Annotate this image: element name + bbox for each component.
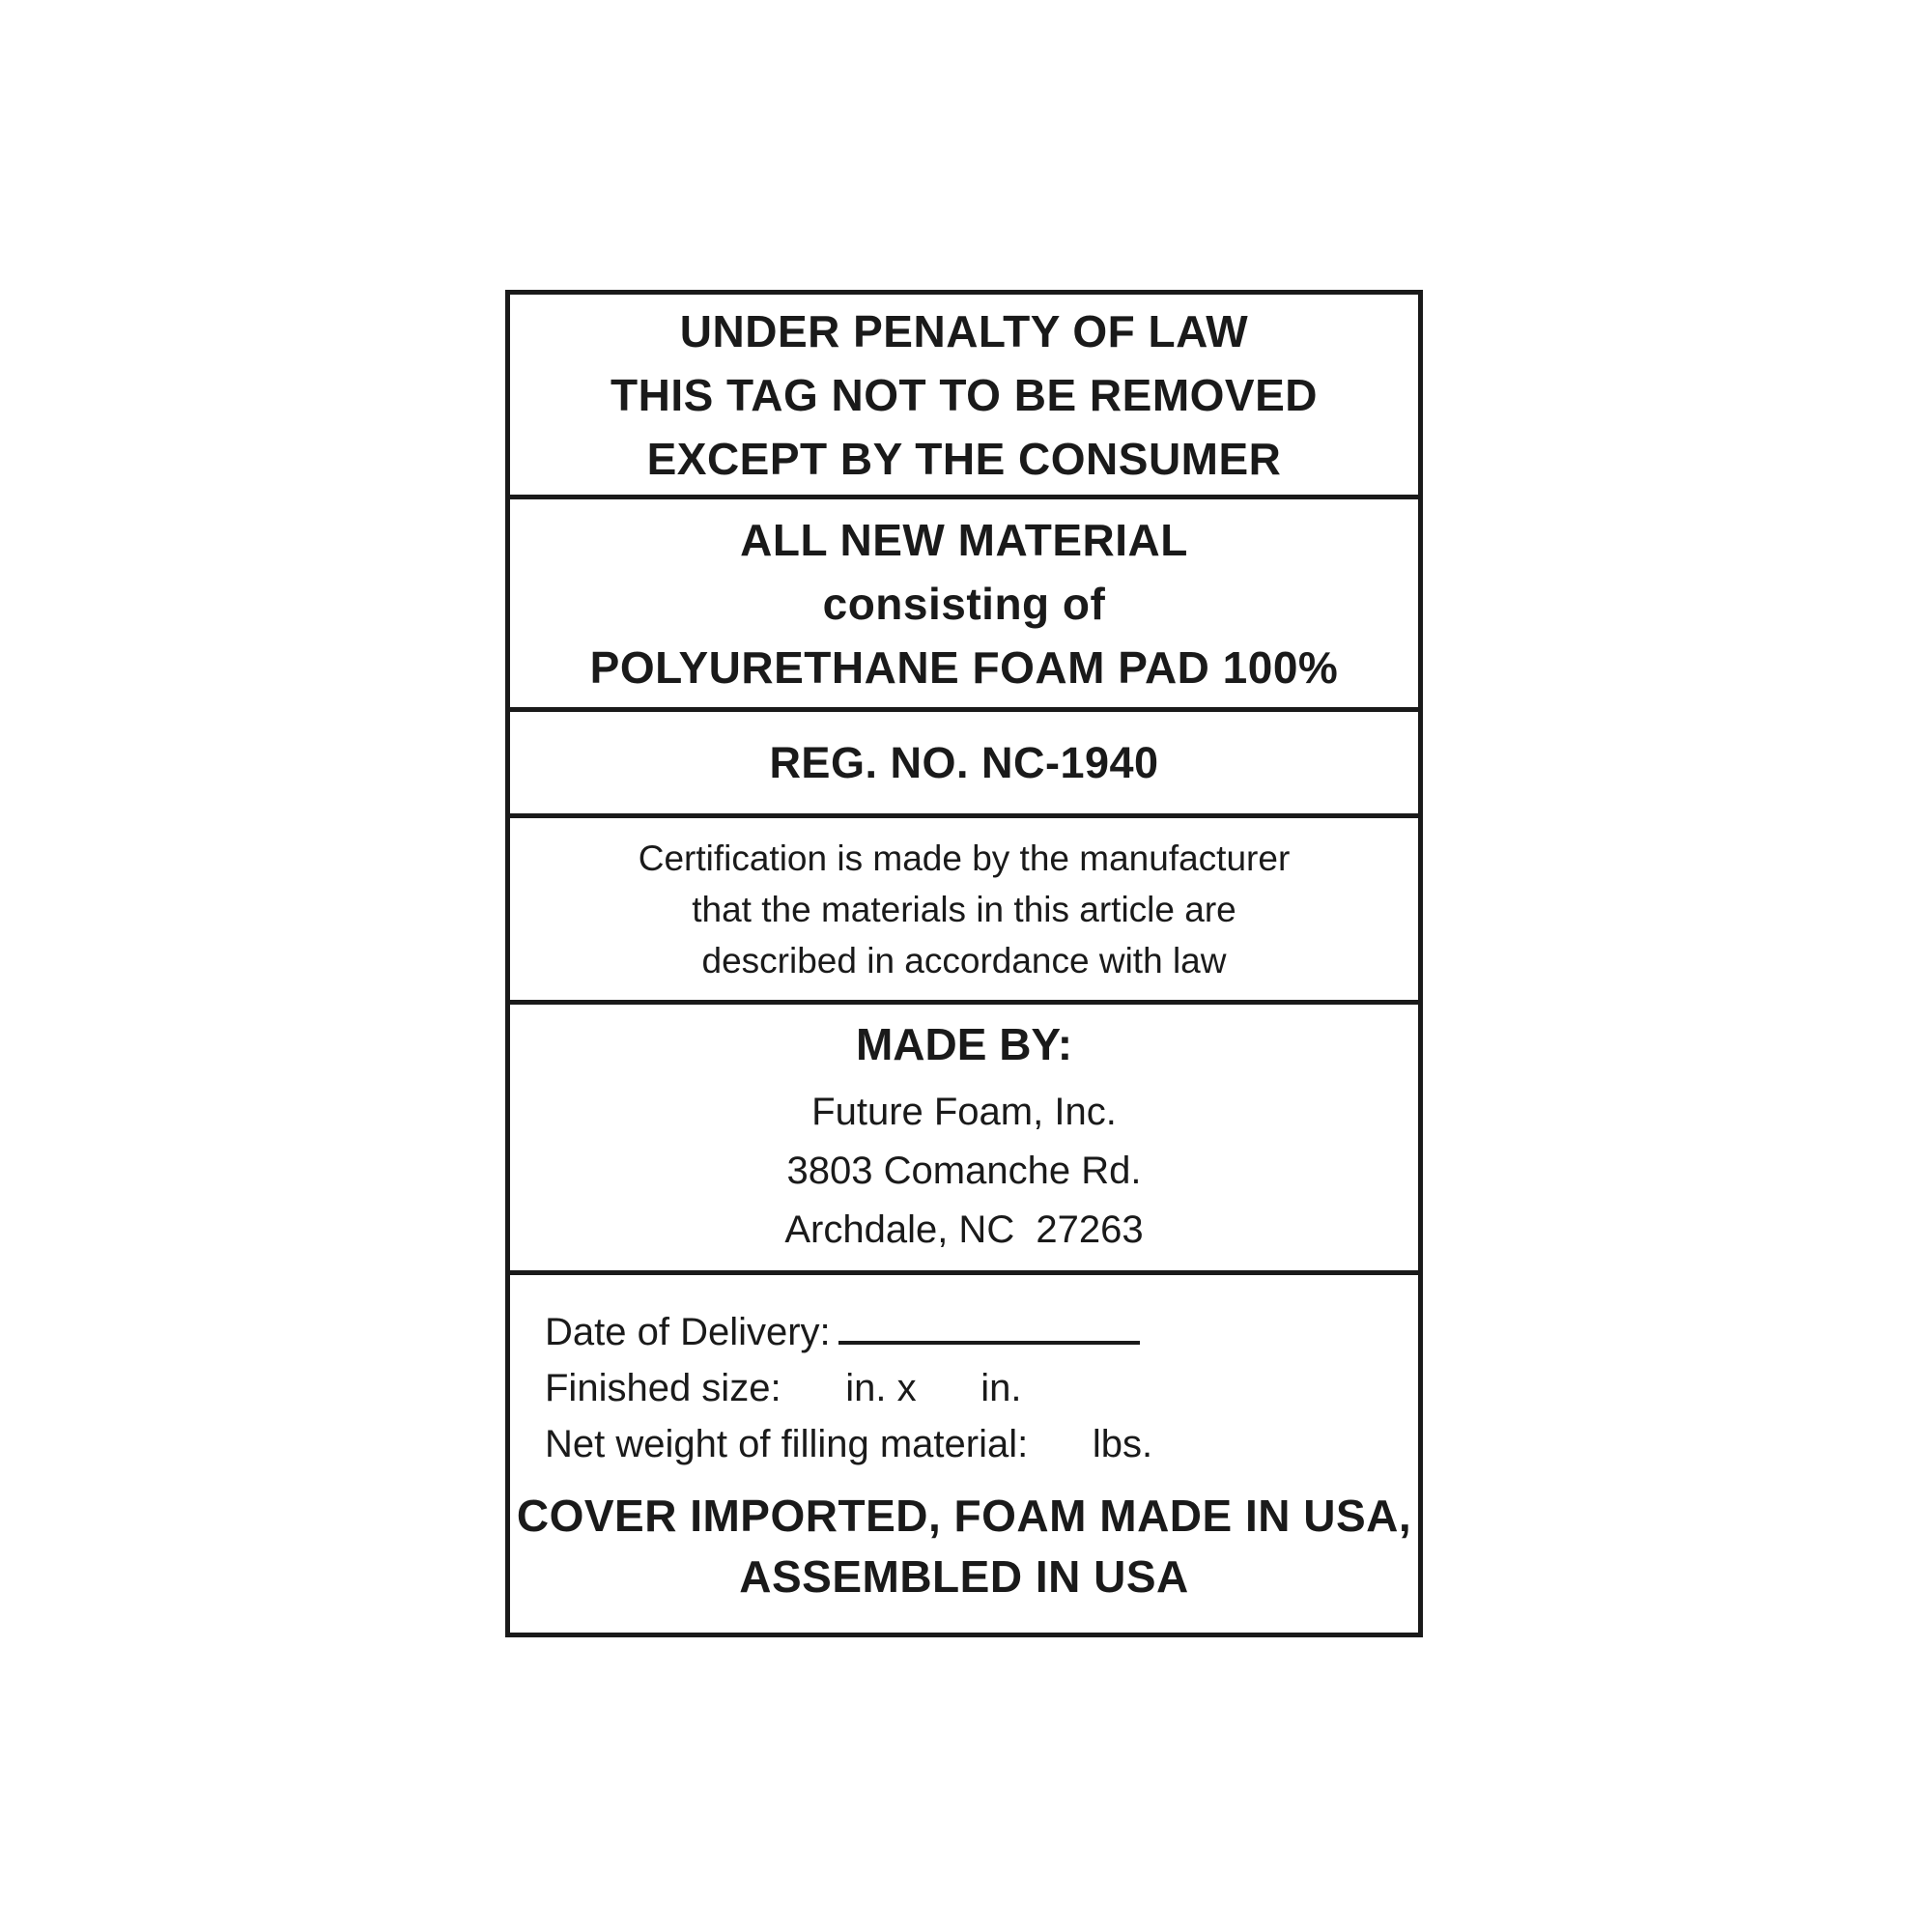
certification-line: described in accordance with law bbox=[701, 940, 1227, 980]
material-line: ALL NEW MATERIAL bbox=[740, 514, 1188, 565]
penalty-line: UNDER PENALTY OF LAW bbox=[679, 305, 1249, 356]
made-by-section bbox=[510, 1005, 1418, 1275]
law-label bbox=[505, 290, 1423, 1637]
footer-block bbox=[510, 1486, 1418, 1633]
manufacturer-street: 3803 Comanche Rd. bbox=[786, 1150, 1142, 1192]
footer-line: ASSEMBLED IN USA bbox=[739, 1551, 1189, 1602]
material-line: POLYURETHANE FOAM PAD 100% bbox=[589, 641, 1339, 693]
penalty-line: THIS TAG NOT TO BE REMOVED bbox=[611, 369, 1318, 420]
certification-line: Certification is made by the manufacturer bbox=[638, 838, 1291, 878]
manufacturer-city-state-zip: Archdale, NC 27263 bbox=[784, 1208, 1144, 1251]
details-section bbox=[510, 1275, 1418, 1633]
finished-size-line: Finished size: in. x in. bbox=[545, 1367, 1022, 1409]
manufacturer-name: Future Foam, Inc. bbox=[811, 1091, 1117, 1133]
penalty-line: EXCEPT BY THE CONSUMER bbox=[646, 433, 1282, 484]
date-of-delivery-blank bbox=[838, 1312, 1140, 1345]
net-weight-line: Net weight of filling material: lbs. bbox=[545, 1423, 1153, 1465]
material-line: consisting of bbox=[822, 578, 1106, 629]
penalty-section bbox=[510, 295, 1418, 499]
certification-section bbox=[510, 818, 1418, 1005]
date-of-delivery-line bbox=[545, 1304, 1399, 1360]
footer-line: COVER IMPORTED, FOAM MADE IN USA, bbox=[516, 1491, 1412, 1541]
date-of-delivery-label: Date of Delivery: bbox=[545, 1311, 831, 1353]
registration-number: REG. NO. NC-1940 bbox=[769, 737, 1159, 787]
registration-section bbox=[510, 712, 1418, 818]
material-section bbox=[510, 499, 1418, 712]
made-by-heading: MADE BY: bbox=[855, 1019, 1073, 1069]
certification-line: that the materials in this article are bbox=[692, 889, 1236, 929]
details-block bbox=[510, 1275, 1418, 1472]
